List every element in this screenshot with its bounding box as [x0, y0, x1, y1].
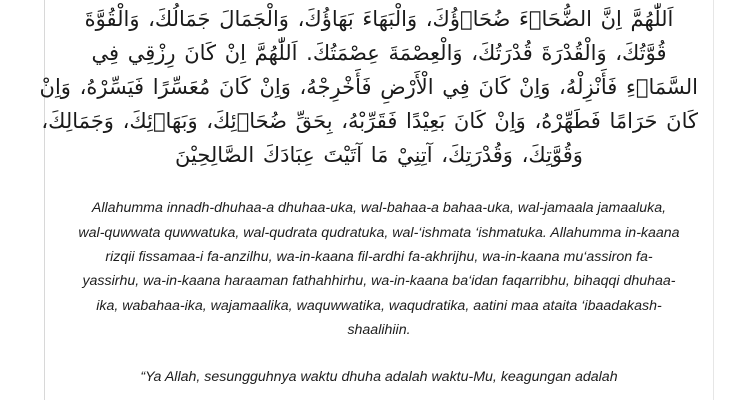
- translation-text: “Ya Allah, sesungguhnya waktu dhuha adalah waktu-Mu, keagungan adalah: [140, 368, 618, 385]
- arabic-prayer-text: [39, 0, 698, 172]
- arabic-line: السَّمَاۤءِ فَأَنْزِلْهُ، وَاِنْ كَانَ فِي الْأَرْضِ فَأَخْرِجْهُ، وَاِنْ كَانَ مُعَسِّرًا فَيَسِّرْهُ، وَاِنْ: [39, 75, 698, 100]
- left-margin-rule: [44, 0, 45, 400]
- arabic-line: وَقُوَّتِكَ، وَقُدْرَتِكَ، آتِنِيْ مَا آتَيْتَ عِبَادَكَ الصَّالِحِيْنَ: [175, 143, 583, 168]
- document-content: [39, 0, 698, 400]
- arabic-line: قُوَّتُكَ، وَالْقُدْرَةَ قُدْرَتُكَ، وَالْعِصْمَةَ عِصْمَتُكَ. اَللّٰهُمَّ اِنْ كَانَ رِزْقِي فِي: [91, 41, 667, 66]
- right-margin-rule: [713, 0, 714, 400]
- arabic-line: كَانَ حَرَامًا فَطَهِّرْهُ، وَاِنْ كَانَ بَعِيْدًا فَقَرِّبْهُ، بِحَقِّ ضُحَاۤئِكَ، وَبَهَاۤئِكَ، وَجَمَالِكَ،: [41, 109, 698, 134]
- transliteration-text: Allahumma innadh-dhuhaa-a dhuhaa-uka, wal-bahaa-a bahaa-uka, wal-jamaala jamaaluka, wal-quwwata quwwatuka, wal-qudrata qudratuka, wal-‘ishmata ‘ishmatuka. Allahumma in-kaana rizqii fissamaa-i fa-anzilhu, wa-in-kaana fil-ardhi fa-akhrijhu, wa-in-kaana mu‘assiron fa-yassirhu, wa-in-kaana haraaman fathahhirhu, wa-in-kaana ba‘idan faqarribhu, bihaqqi dhuhaa-ika, wabahaa-ika, wajamaalika, waquwwatika, waqudratika, aatini maa ataita ‘ibaadakash-shaalihiin.: [78, 200, 680, 339]
- arabic-line: اَللّٰهُمَّ اِنَّ الضُّحَاۤءَ ضُحَاۤؤُكَ، وَالْبَهَاءَ بَهَاؤُكَ، وَالْجَمَالَ جَمَالُكَ، وَالْقُوَّةَ: [84, 7, 674, 31]
